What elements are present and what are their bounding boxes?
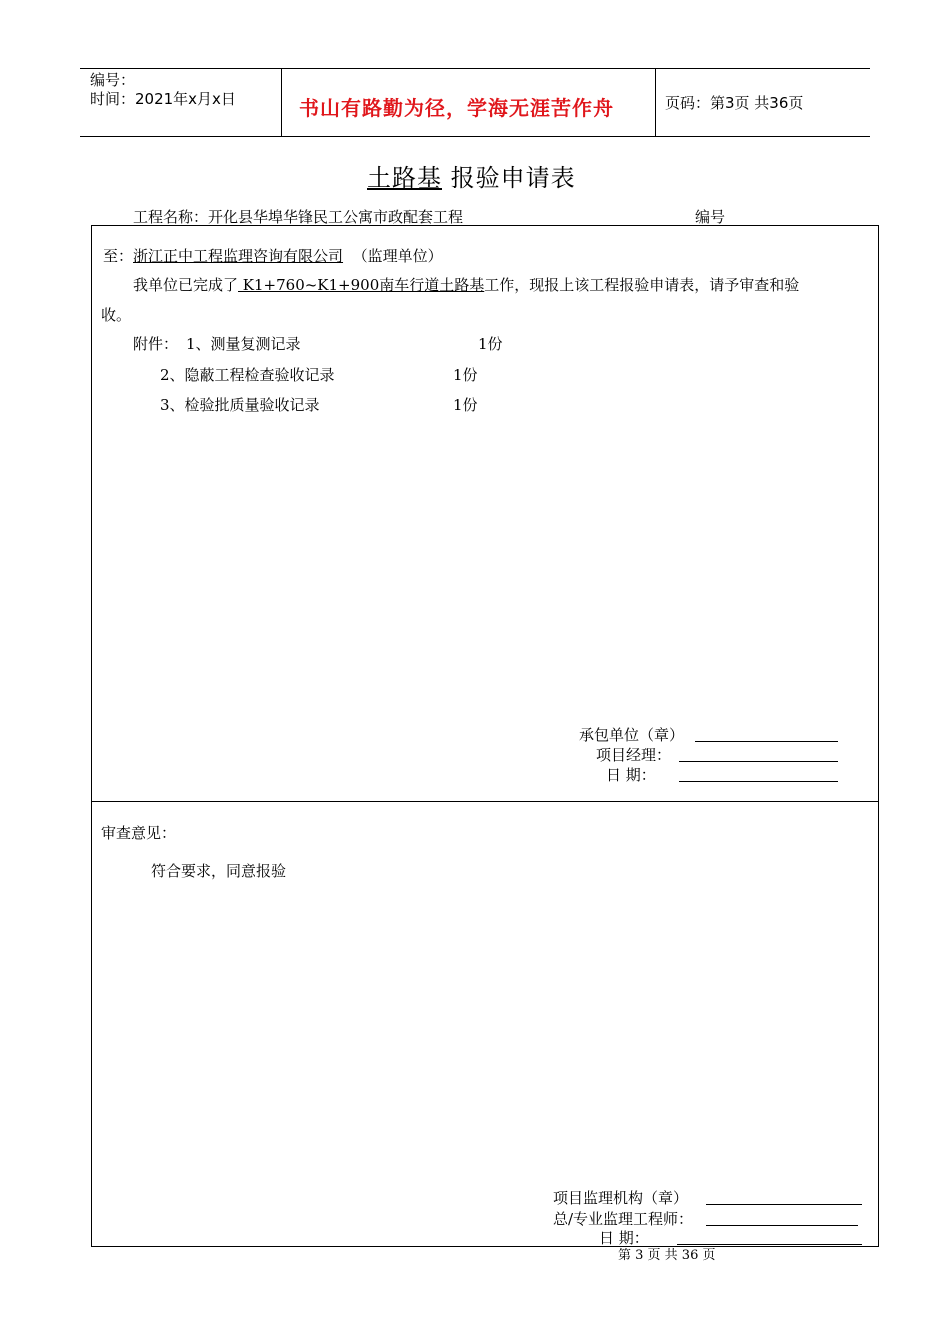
header-top-rule [80,68,870,69]
header-divider-right [655,68,656,136]
recipient-unit: 浙江正中工程监理咨询有限公司 [133,247,344,265]
serial-label: 编号 [695,208,726,226]
body-work-item: K1+760~K1+900南车行道土路基 [238,276,485,294]
supervisor-engineer-blank [706,1211,858,1226]
attachment-item-1-count: 1份 [478,335,503,353]
review-label: 审查意见： [101,824,177,842]
supervisor-org-label: 项目监理机构（章） [553,1189,689,1207]
supervisor-date-blank [677,1230,862,1245]
form-title-rest: 报验申请表 [442,164,576,192]
project-name: 工程名称：开化县华埠华锋民工公寓市政配套工程 [133,208,464,226]
header-bottom-rule [80,136,870,137]
attachments-label: 附件： [133,335,179,353]
header-number-label: 编号： [90,71,136,89]
attachment-item-2-name: 2、隐蔽工程检查验收记录 [160,366,335,384]
form-row-divider [91,801,878,802]
body-prefix: 我单位已完成了 [133,276,239,294]
recipient-prefix: 至： [103,247,134,265]
review-text: 符合要求，同意报验 [151,862,287,880]
page-footer: 第 3 页 共 36 页 [618,1248,716,1263]
project-manager-blank [679,747,838,762]
supervisor-engineer-label: 总/专业监理工程师： [553,1210,694,1228]
body-line-2: 收。 [101,306,132,324]
contractor-date-blank [679,767,838,782]
body-suffix: 工作，现报上该工程报验申请表，请予审查和验 [484,276,800,294]
form-title-subject: 土路基 [367,164,442,192]
header-time-label: 时间：2021年x月x日 [90,90,236,108]
supervisor-date-label: 日 期： [599,1229,649,1247]
contractor-date-label: 日 期： [606,766,656,784]
header-motto: 书山有路勤为径，学海无涯苦作舟 [299,96,614,120]
attachment-item-2-count: 1份 [453,366,478,384]
contractor-seal-blank [695,727,838,742]
supervisor-org-blank [706,1190,862,1205]
contractor-seal-label: 承包单位（章） [579,726,685,744]
recipient-suffix: （监理单位） [352,247,443,265]
project-manager-label: 项目经理： [596,746,672,764]
attachment-item-3-count: 1份 [453,396,478,414]
recipient-line [103,246,443,266]
form-title [367,158,576,193]
body-line-1 [133,275,799,295]
header-divider-left [281,68,282,136]
header-page-label: 页码：第3页 共36页 [665,94,804,112]
attachment-item-3-name: 3、检验批质量验收记录 [160,396,320,414]
attachment-item-1-name: 1、测量复测记录 [186,335,301,353]
